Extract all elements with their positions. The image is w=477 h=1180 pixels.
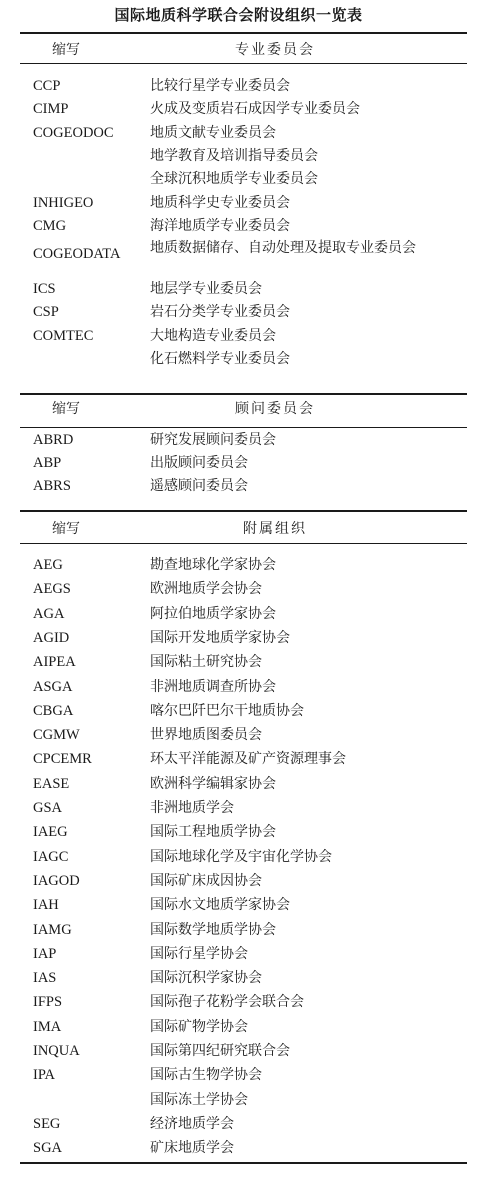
row-organization-name: 国际地球化学及宇宙化学协会 (150, 848, 332, 865)
row-organization-name: 欧洲地质学会协会 (150, 581, 262, 598)
row-abbreviation: IPA (33, 1067, 56, 1084)
row-abbreviation: CGMW (33, 727, 80, 744)
row-abbreviation: IFPS (33, 994, 63, 1011)
table-row (0, 215, 477, 237)
table-row (0, 1064, 477, 1086)
table-row (0, 676, 477, 698)
section-top-rule (20, 510, 467, 512)
table-row (0, 429, 477, 451)
row-abbreviation: AEGS (33, 581, 71, 598)
row-abbreviation: IMA (33, 1018, 62, 1035)
row-organization-name: 全球沉积地质学专业委员会 (150, 171, 318, 188)
row-abbreviation: GSA (33, 800, 63, 816)
row-abbreviation: CSP (33, 304, 59, 321)
section-top-rule (20, 32, 467, 34)
section-top-rule (20, 393, 467, 395)
table-row (0, 75, 477, 97)
table-row (0, 748, 477, 770)
row-organization-name: 世界地质图委员会 (150, 727, 262, 744)
row-organization-name: 大地构造专业委员会 (150, 327, 276, 344)
table-row (0, 821, 477, 843)
row-organization-name: 遥感顾问委员会 (150, 478, 248, 494)
table-row (0, 1040, 477, 1062)
table-row (0, 700, 477, 722)
row-organization-name: 国际数学地质学协会 (150, 921, 276, 938)
column-header-section-name: 顾问委员会 (235, 401, 315, 417)
row-abbreviation: AGA (33, 605, 65, 622)
table-row (0, 651, 477, 673)
table-row (0, 578, 477, 600)
row-abbreviation: CIMP (33, 101, 69, 118)
table-row (0, 325, 477, 347)
row-organization-name: 欧洲科学编辑家协会 (150, 775, 276, 792)
table-row (0, 846, 477, 868)
row-organization-name: 比较行星学专业委员会 (150, 78, 290, 94)
column-header-section-name: 专业委员会 (235, 42, 315, 58)
table-row (0, 991, 477, 1013)
row-organization-name: 喀尔巴阡巴尔干地质协会 (150, 702, 304, 719)
table-row (0, 554, 477, 576)
table-row (0, 1137, 477, 1159)
table-row (0, 894, 477, 916)
row-abbreviation: EASE (33, 775, 70, 792)
table-row (0, 301, 477, 323)
table-row (0, 603, 477, 625)
row-organization-name: 国际水文地质学家协会 (150, 897, 290, 914)
row-organization-name: 国际矿床成因协会 (150, 872, 262, 889)
row-abbreviation: IAMG (33, 921, 72, 938)
row-abbreviation: CCP (33, 78, 61, 94)
row-organization-name: 国际第四纪研究联合会 (150, 1043, 290, 1059)
row-organization-name: 地质文献专业委员会 (150, 124, 276, 141)
row-abbreviation: IAS (33, 970, 57, 987)
table-row (0, 627, 477, 649)
table-bottom-rule (20, 1162, 467, 1164)
row-abbreviation: AIPEA (33, 654, 76, 671)
column-header-section-name: 附属组织 (243, 521, 307, 537)
row-organization-name: 经济地质学会 (150, 1115, 234, 1132)
row-abbreviation: IAGC (33, 848, 69, 865)
row-organization-name: 国际行星学协会 (150, 945, 248, 962)
table-row (0, 919, 477, 941)
row-abbreviation: SGA (33, 1140, 63, 1157)
row-organization-name: 地学教育及培训指导委员会 (150, 147, 318, 164)
row-abbreviation: ASGA (33, 678, 73, 695)
row-abbreviation: AGID (33, 629, 70, 646)
row-organization-name: 火成及变质岩石成因学专业委员会 (150, 101, 360, 118)
row-abbreviation: IAEG (33, 824, 68, 841)
table-row (0, 192, 477, 214)
row-organization-name: 化石燃料学专业委员会 (150, 351, 290, 367)
row-organization-name: 国际冻土学协会 (150, 1091, 248, 1108)
row-abbreviation: ABRD (33, 432, 74, 448)
row-abbreviation: AEG (33, 557, 63, 573)
row-organization-name: 岩石分类学专业委员会 (150, 304, 290, 321)
header-rule (20, 63, 467, 64)
row-organization-name: 国际矿物学协会 (150, 1018, 248, 1035)
column-header-abbreviation: 缩写 (52, 42, 80, 58)
row-abbreviation: CBGA (33, 702, 74, 719)
row-organization-name: 海洋地质学专业委员会 (150, 217, 290, 234)
table-row (0, 943, 477, 965)
column-header-abbreviation: 缩写 (52, 521, 80, 537)
table-row (0, 1089, 477, 1111)
page-title: 国际地质科学联合会附设组织一览表 (114, 6, 363, 24)
row-organization-name: 地质科学史专业委员会 (150, 194, 290, 211)
row-organization-name: 阿拉伯地质学家协会 (150, 605, 276, 622)
row-abbreviation: CMG (33, 217, 67, 234)
row-abbreviation: IAP (33, 945, 57, 962)
row-organization-name: 非洲地质学会 (150, 800, 234, 816)
column-header-abbreviation: 缩写 (52, 401, 80, 417)
table-row (0, 238, 477, 278)
row-organization-name: 矿床地质学会 (150, 1140, 234, 1157)
row-abbreviation: INQUA (33, 1043, 80, 1059)
table-row (0, 724, 477, 746)
row-abbreviation: COGEODATA (33, 246, 121, 263)
table-row (0, 278, 477, 300)
table-row (0, 452, 477, 474)
row-abbreviation: IAH (33, 897, 59, 914)
table-row (0, 797, 477, 819)
table-row (0, 1016, 477, 1038)
table-row (0, 475, 477, 497)
row-abbreviation: COMTEC (33, 327, 94, 344)
row-abbreviation: ICS (33, 281, 56, 298)
row-organization-name: 地质数据储存、自动处理及提取专业委员会 (150, 240, 416, 257)
table-row (0, 168, 477, 190)
row-abbreviation: COGEODOC (33, 124, 114, 141)
header-rule (20, 543, 467, 544)
row-organization-name: 国际孢子花粉学会联合会 (150, 994, 304, 1011)
row-organization-name: 国际古生物学协会 (150, 1067, 262, 1084)
table-row (0, 122, 477, 144)
row-organization-name: 环太平洋能源及矿产资源理事会 (150, 751, 346, 768)
row-organization-name: 国际开发地质学家协会 (150, 629, 290, 646)
row-abbreviation: IAGOD (33, 872, 80, 889)
table-row (0, 145, 477, 167)
table-row (0, 967, 477, 989)
table-row (0, 98, 477, 120)
row-organization-name: 勘查地球化学家协会 (150, 557, 276, 573)
table-row (0, 773, 477, 795)
row-abbreviation: CPCEMR (33, 751, 92, 768)
row-organization-name: 国际沉积学家协会 (150, 970, 262, 987)
row-organization-name: 国际工程地质学协会 (150, 824, 276, 841)
row-organization-name: 研究发展顾问委员会 (150, 432, 276, 448)
row-organization-name: 非洲地质调查所协会 (150, 678, 276, 695)
row-organization-name: 出版顾问委员会 (150, 455, 248, 471)
row-organization-name: 国际粘土研究协会 (150, 654, 262, 671)
table-row (0, 1113, 477, 1135)
row-abbreviation: ABRS (33, 478, 71, 494)
row-abbreviation: SEG (33, 1115, 61, 1132)
table-row (0, 870, 477, 892)
header-rule (20, 427, 467, 428)
row-abbreviation: ABP (33, 455, 62, 471)
row-abbreviation: INHIGEO (33, 194, 94, 211)
table-row (0, 348, 477, 370)
row-organization-name: 地层学专业委员会 (150, 281, 262, 298)
